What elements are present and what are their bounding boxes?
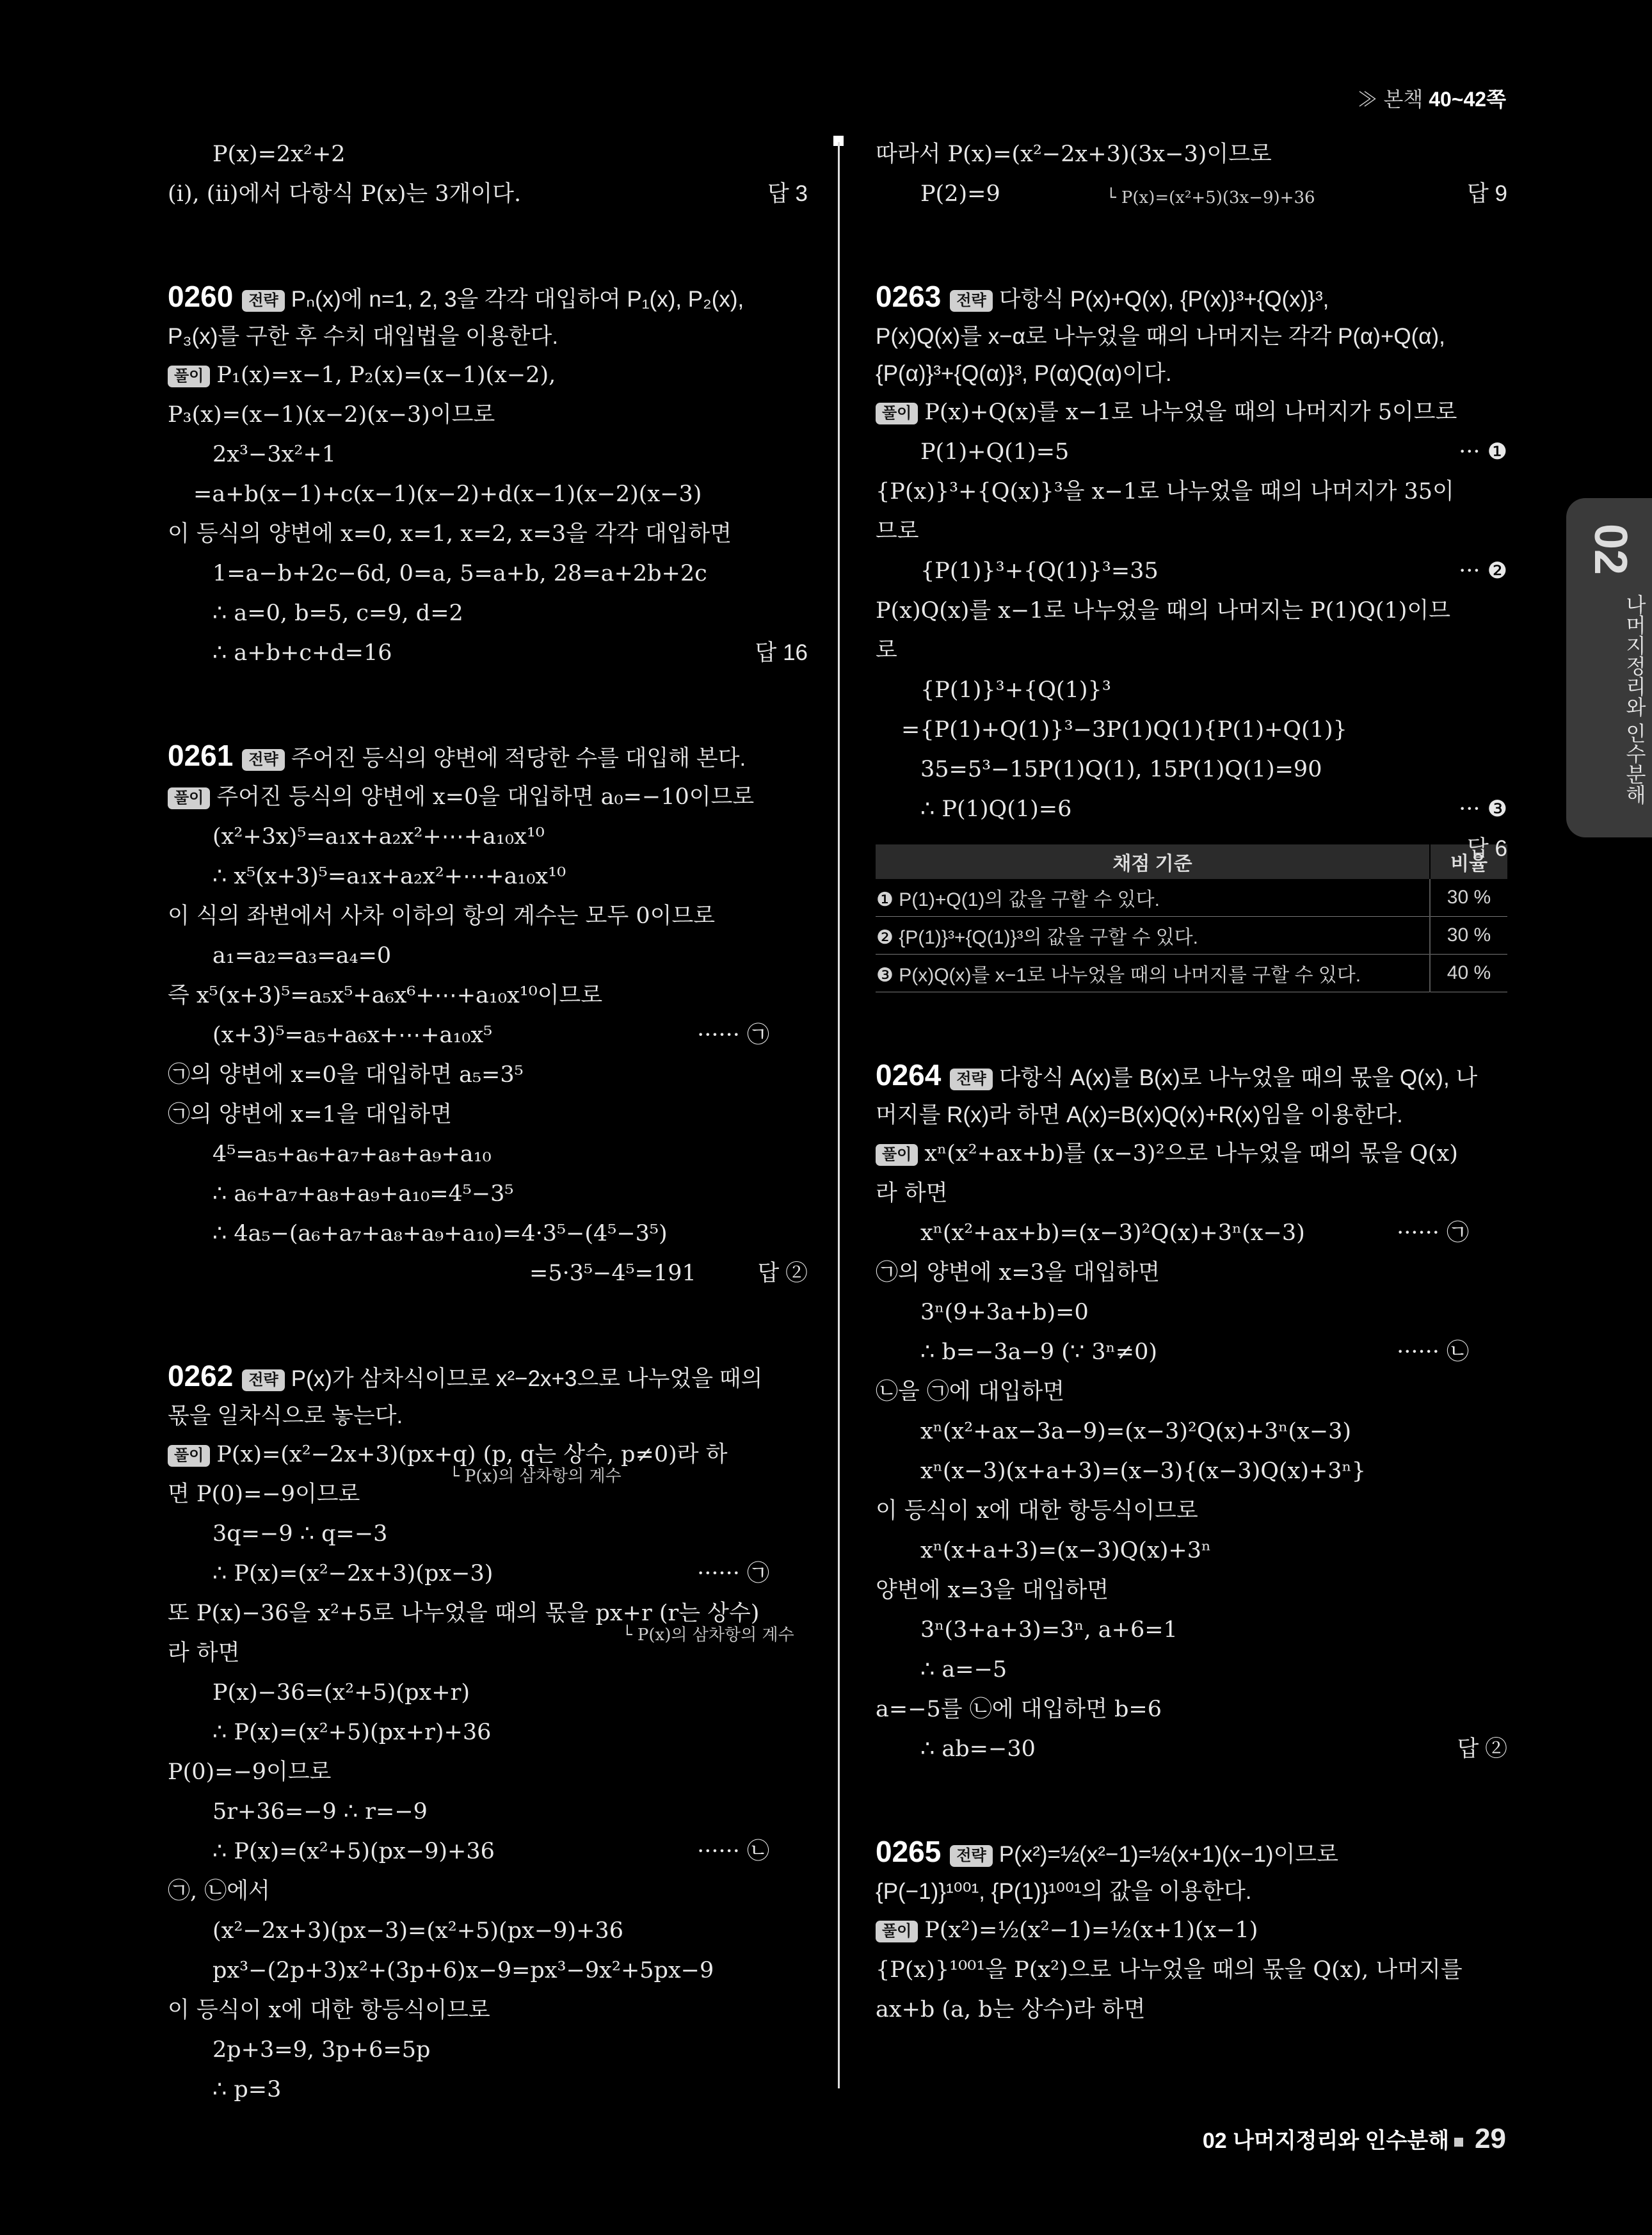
text-line: 2p+3=9, 3p+6=5p — [213, 2037, 431, 2063]
text-line: ∴ P(1)Q(1)=6 ··· ❸ — [876, 789, 1507, 829]
scoring-table — [876, 844, 1507, 992]
problem-0264-heading: 0264 전략 다항식 A(x)를 B(x)로 나누었을 때의 몫을 Q(x), 나 — [876, 1058, 1478, 1092]
text-line: P(x)Q(x)를 x−α로 나누었을 때의 나머지는 각각 P(α)+Q(α), — [876, 324, 1445, 349]
text-line: 풀이 xⁿ(x²+ax+b)를 (x−3)²으로 나누었을 때의 몫을 Q(x) — [876, 1134, 1507, 1174]
text-line: {P(−1)}¹⁰⁰¹, {P(1)}¹⁰⁰¹의 값을 이용한다. — [876, 1879, 1252, 1904]
text-line: 이 식의 좌변에서 사차 이하의 항의 계수는 모두 0이므로 — [168, 903, 716, 929]
text-line: {P(x)}³+{Q(x)}³을 x−1로 나누었을 때의 나머지가 35이 — [876, 479, 1454, 504]
table-cell: ❶ P(1)+Q(1)의 값을 구할 수 있다. — [876, 879, 1430, 917]
text-line: P₃(x)를 구한 후 수치 대입법을 이용한다. — [168, 324, 559, 349]
table-cell: 30 % — [1430, 917, 1507, 955]
text-line: 면 P(0)=−9이므로 — [168, 1481, 360, 1507]
text-line: 몫을 일차식으로 놓는다. — [168, 1403, 403, 1428]
text-line: 4⁵=a₅+a₆+a₇+a₈+a₉+a₁₀ — [213, 1142, 492, 1167]
text-line: a=−5를 ㉡에 대입하면 b=6 — [876, 1697, 1162, 1722]
text-line: 3q=−9 ∴ q=−3 — [213, 1521, 388, 1547]
text-line: ㉠의 양변에 x=0을 대입하면 a₅=3⁵ — [168, 1062, 524, 1088]
table-row — [876, 917, 1507, 955]
answer: 답 9 — [1467, 181, 1507, 206]
text-line: 풀이 P₁(x)=x−1, P₂(x)=(x−1)(x−2), — [168, 355, 808, 395]
table-cell: ❷ {P(1)}³+{Q(1)}³의 값을 구할 수 있다. — [876, 917, 1430, 955]
text-line: xⁿ(x−3)(x+a+3)=(x−3){(x−3)Q(x)+3ⁿ} — [920, 1458, 1366, 1484]
text-line: 므로 — [876, 519, 919, 544]
table-cell: ❸ P(x)Q(x)를 x−1로 나누었을 때의 나머지를 구할 수 있다. — [876, 955, 1430, 992]
strategy-badge: 전략 — [242, 1369, 284, 1391]
text-line: =a+b(x−1)+c(x−1)(x−2)+d(x−1)(x−2)(x−3) — [193, 481, 702, 507]
chapter-number: 02 — [1585, 524, 1636, 576]
text-line: {P(α)}³+{Q(α)}³, P(α)Q(α)이다. — [876, 361, 1172, 386]
solution-badge: 풀이 — [876, 1144, 918, 1166]
solution-badge: 풀이 — [876, 403, 918, 424]
text-line: xⁿ(x+a+3)=(x−3)Q(x)+3ⁿ — [920, 1538, 1212, 1563]
text-line: 풀이 P(x)+Q(x)를 x−1로 나누었을 때의 나머지가 5이므로 — [876, 392, 1507, 432]
text-line: ax+b (a, b는 상수)라 하면 — [876, 1997, 1146, 2022]
text-line: xⁿ(x²+ax−3a−9)=(x−3)²Q(x)+3ⁿ(x−3) — [920, 1419, 1352, 1444]
text-line: 이 등식의 양변에 x=0, x=1, x=2, x=3을 각각 대입하면 — [168, 521, 732, 547]
text-line: 풀이 P(x²)=½(x²−1)=½(x+1)(x−1) — [876, 1910, 1507, 1950]
text-line: P(1)+Q(1)=5 ··· ❶ — [876, 432, 1507, 472]
text-line: 풀이 P(x)=(x²−2x+3)(px+q) (p, q는 상수, p≠0)라 하 └ P(x)의 삼차항의 계수 — [168, 1435, 808, 1474]
column-divider — [838, 142, 840, 2088]
problem-0261-heading: 0261 전략 주어진 등식의 양변에 적당한 수를 대입해 본다. — [168, 739, 746, 772]
solution-badge: 풀이 — [168, 1445, 210, 1467]
strategy-badge: 전략 — [242, 749, 284, 771]
equation-marker: ······ ㉡ — [1397, 1339, 1469, 1365]
right-column — [876, 134, 1507, 2029]
text-line: ∴ p=3 — [213, 2077, 282, 2102]
page-footer: 02 나머지정리와 인수분해 29 — [1202, 2123, 1506, 2154]
table-cell: 40 % — [1430, 955, 1507, 992]
text-line: 라 하면 — [168, 1640, 240, 1666]
text-line: ㉡을 ㉠에 대입하면 — [876, 1379, 1065, 1405]
text-line: 1=a−b+2c−6d, 0=a, 5=a+b, 28=a+2b+2c — [213, 561, 707, 586]
text-line: {P(x)}¹⁰⁰¹을 P(x²)으로 나누었을 때의 몫을 Q(x), 나머지를 — [876, 1957, 1463, 1983]
answer: 답 16 — [755, 640, 808, 665]
text-line: ㉠, ㉡에서 — [168, 1878, 270, 1904]
text-line: ∴ P(x)=(x²+5)(px+r)+36 — [213, 1720, 492, 1745]
text-line: 3ⁿ(3+a+3)=3ⁿ, a+6=1 — [920, 1617, 1178, 1643]
strategy-badge: 전략 — [950, 290, 992, 312]
table-cell: 30 % — [1430, 879, 1507, 917]
strategy-badge: 전략 — [242, 290, 284, 312]
text-line: ∴ a+b+c+d=16 답 16 — [168, 633, 808, 673]
problem-0263-heading: 0263 전략 다항식 P(x)+Q(x), {P(x)}³+{Q(x)}³, — [876, 280, 1329, 313]
step-marker: ··· ❸ — [1459, 796, 1507, 822]
table-row — [876, 879, 1507, 917]
strategy-badge: 전략 — [950, 1845, 992, 1867]
equation-marker: ······ ㉠ — [697, 1022, 769, 1048]
annotation: └ P(x)의 삼차항의 계수 — [449, 1467, 622, 1486]
text-line: 또 P(x)−36을 x²+5로 나누었을 때의 몫을 px+r (r는 상수) └ P(x)의 삼차항의 계수 — [168, 1594, 808, 1633]
text-line: 35=5³−15P(1)Q(1), 15P(1)Q(1)=90 — [920, 757, 1322, 782]
table-header: 채점 기준 — [876, 844, 1430, 879]
problem-0262-heading: 0262 전략 P(x)가 삼차식이므로 x²−2x+3으로 나누었을 때의 — [168, 1359, 763, 1392]
answer: 답 ② — [757, 1261, 808, 1286]
text-line: ∴ a=−5 — [920, 1657, 1007, 1682]
text-line: 로 — [876, 638, 897, 663]
problem-0265-heading: 0265 전략 P(x²)=½(x²−1)=½(x+1)(x−1)이므로 — [876, 1835, 1339, 1868]
text-line: P₃(x)=(x−1)(x−2)(x−3)이므로 — [168, 402, 495, 428]
text-line: 따라서 P(x)=(x²−2x+3)(3x−3)이므로 — [876, 141, 1272, 167]
text-line: (x²−2x+3)(px−3)=(x²+5)(px−9)+36 — [213, 1918, 623, 1944]
equation-marker: ······ ㉠ — [697, 1561, 769, 1586]
text-line: (i), (ii)에서 다항식 P(x)는 3개이다. 답 3 — [168, 174, 808, 214]
text-line: {P(1)}³+{Q(1)}³ — [920, 677, 1111, 703]
annotation: └ P(x)의 삼차항의 계수 — [622, 1626, 794, 1645]
text-line: a₁=a₂=a₃=a₄=0 — [213, 943, 392, 969]
problem-0260-heading: 0260 전략 Pₙ(x)에 n=1, 2, 3을 각각 대입하여 P₁(x), P₂(x), — [168, 280, 744, 313]
chapter-title: 나머지정리와 인수분해 — [1623, 594, 1646, 805]
text-line: 양변에 x=3을 대입하면 — [876, 1577, 1109, 1603]
answer: 답 6 — [1467, 836, 1507, 861]
text-line: P(x)=2x²+2 — [213, 141, 346, 167]
text-line: P(x)Q(x)를 x−1로 나누었을 때의 나머지는 P(1)Q(1)이므 — [876, 598, 1451, 624]
text-line: 2x³−3x²+1 — [213, 442, 336, 467]
text-line: ∴ ab=−30 답 ② — [876, 1729, 1507, 1769]
text-line: ∴ P(x)=(x²−2x+3)(px−3) ······ ㉠ — [168, 1554, 808, 1594]
text-line: (x+3)⁵=a₅+a₆x+⋯+a₁₀x⁵ ······ ㉠ — [168, 1015, 808, 1055]
text-line: P(2)=9 └ P(x)=(x²+5)(3x−9)+36 답 9 — [876, 174, 1507, 214]
text-line: 즉 x⁵(x+3)⁵=a₅x⁵+a₆x⁶+⋯+a₁₀x¹⁰이므로 — [168, 983, 603, 1008]
text-line: xⁿ(x²+ax+b)=(x−3)²Q(x)+3ⁿ(x−3) ······ ㉠ — [876, 1213, 1507, 1253]
step-marker: ··· ❶ — [1459, 439, 1507, 465]
text-line: 라 하면 — [876, 1181, 948, 1206]
text-line: ㉠의 양변에 x=3을 대입하면 — [876, 1260, 1160, 1286]
text-line: 머지를 R(x)라 하면 A(x)=B(x)Q(x)+R(x)임을 이용한다. — [876, 1102, 1403, 1127]
text-line: ∴ 4a₅−(a₆+a₇+a₈+a₉+a₁₀)=4·3⁵−(4⁵−3⁵) — [213, 1221, 668, 1247]
header-page-ref: ≫ 본책 40~42쪽 — [1357, 88, 1506, 111]
solution-badge: 풀이 — [168, 366, 210, 387]
text-line: 이 등식이 x에 대한 항등식이므로 — [168, 1997, 490, 2023]
text-line: ∴ b=−3a−9 (∵ 3ⁿ≠0) ······ ㉡ — [876, 1332, 1507, 1372]
text-line: ㉠의 양변에 x=1을 대입하면 — [168, 1102, 453, 1127]
text-line: ∴ x⁵(x+3)⁵=a₁x+a₂x²+⋯+a₁₀x¹⁰ — [213, 864, 566, 889]
text-line: 3ⁿ(9+3a+b)=0 — [920, 1300, 1089, 1325]
annotation: └ P(x)=(x²+5)(3x−9)+36 — [1106, 188, 1315, 207]
text-line: P(x)−36=(x²+5)(px+r) — [213, 1680, 470, 1706]
table-header: 비율 — [1430, 844, 1507, 879]
text-line: ∴ a=0, b=5, c=9, d=2 — [213, 601, 463, 626]
text-line: px³−(2p+3)x²+(3p+6)x−9=px³−9x²+5px−9 — [213, 1958, 714, 1983]
solution-badge: 풀이 — [876, 1921, 918, 1942]
left-column — [168, 134, 808, 2110]
strategy-badge: 전략 — [950, 1069, 992, 1090]
text-line: 5r+36=−9 ∴ r=−9 — [213, 1799, 428, 1825]
footer-square-icon — [1454, 2138, 1463, 2147]
equation-marker: ······ ㉡ — [697, 1839, 769, 1864]
text-line: 풀이 주어진 등식의 양변에 x=0을 대입하면 a₀=−10이므로 — [168, 777, 808, 817]
solution-badge: 풀이 — [168, 787, 210, 809]
equation-marker: ······ ㉠ — [1397, 1220, 1469, 1246]
text-line: P(0)=−9이므로 — [168, 1759, 332, 1785]
text-line: 이 등식이 x에 대한 항등식이므로 — [876, 1498, 1198, 1524]
answer: 답 3 — [767, 181, 808, 206]
text-line: =5·3⁵−4⁵=191 답 ② — [168, 1254, 808, 1293]
answer: 답 ② — [1457, 1736, 1507, 1761]
page-number: 29 — [1475, 2123, 1506, 2154]
text-line: {P(1)}³+{Q(1)}³=35 ··· ❷ — [876, 551, 1507, 591]
text-line: ∴ a₆+a₇+a₈+a₉+a₁₀=4⁵−3⁵ — [213, 1181, 514, 1207]
text-line: (x²+3x)⁵=a₁x+a₂x²+⋯+a₁₀x¹⁰ — [213, 824, 545, 850]
chapter-side-tab — [1566, 498, 1652, 837]
text-line: ∴ P(x)=(x²+5)(px−9)+36 ······ ㉡ — [168, 1832, 808, 1871]
text-line: ={P(1)+Q(1)}³−3P(1)Q(1){P(1)+Q(1)} — [901, 717, 1347, 743]
step-marker: ··· ❷ — [1459, 558, 1507, 584]
table-row — [876, 955, 1507, 992]
